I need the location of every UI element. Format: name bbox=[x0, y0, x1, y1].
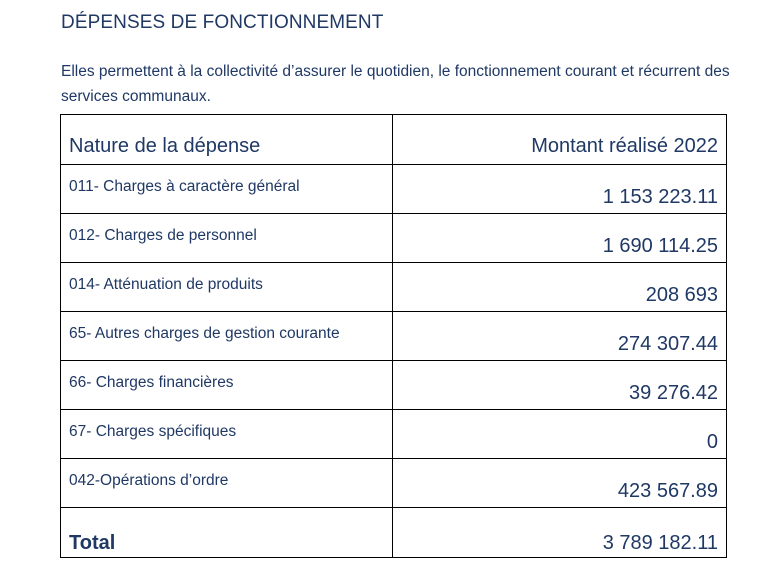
row-nature: 66- Charges financières bbox=[61, 361, 393, 410]
row-amount: 1 690 114.25 bbox=[393, 214, 727, 263]
table-row bbox=[61, 214, 727, 263]
row-amount: 208 693 bbox=[393, 263, 727, 312]
row-nature: 011- Charges à caractère général bbox=[61, 165, 393, 214]
table-row bbox=[61, 361, 727, 410]
total-row bbox=[61, 508, 727, 558]
row-amount: 274 307.44 bbox=[393, 312, 727, 361]
expenses-table bbox=[60, 114, 727, 558]
row-nature: 012- Charges de personnel bbox=[61, 214, 393, 263]
row-amount: 39 276.42 bbox=[393, 361, 727, 410]
row-nature: 014- Atténuation de produits bbox=[61, 263, 393, 312]
intro-paragraph: Elles permettent à la collectivité d’assurer le quotidien, le fonctionnement courant et récurrent des services communaux. bbox=[61, 63, 730, 105]
header-amount: Montant réalisé 2022 bbox=[393, 115, 727, 165]
table-row bbox=[61, 459, 727, 508]
row-amount: 1 153 223.11 bbox=[393, 165, 727, 214]
row-nature: 67- Charges spécifiques bbox=[61, 410, 393, 459]
page-title: DÉPENSES DE FONCTIONNEMENT bbox=[61, 12, 384, 33]
table-row bbox=[61, 410, 727, 459]
table-row bbox=[61, 165, 727, 214]
table-header-row bbox=[61, 115, 727, 165]
row-amount: 0 bbox=[393, 410, 727, 459]
table-row bbox=[61, 263, 727, 312]
table-row bbox=[61, 312, 727, 361]
total-label: Total bbox=[61, 508, 393, 558]
header-nature: Nature de la dépense bbox=[61, 115, 393, 165]
row-amount: 423 567.89 bbox=[393, 459, 727, 508]
row-nature: 65- Autres charges de gestion courante bbox=[61, 312, 393, 361]
total-amount: 3 789 182.11 bbox=[393, 508, 727, 558]
row-nature: 042-Opérations d’ordre bbox=[61, 459, 393, 508]
